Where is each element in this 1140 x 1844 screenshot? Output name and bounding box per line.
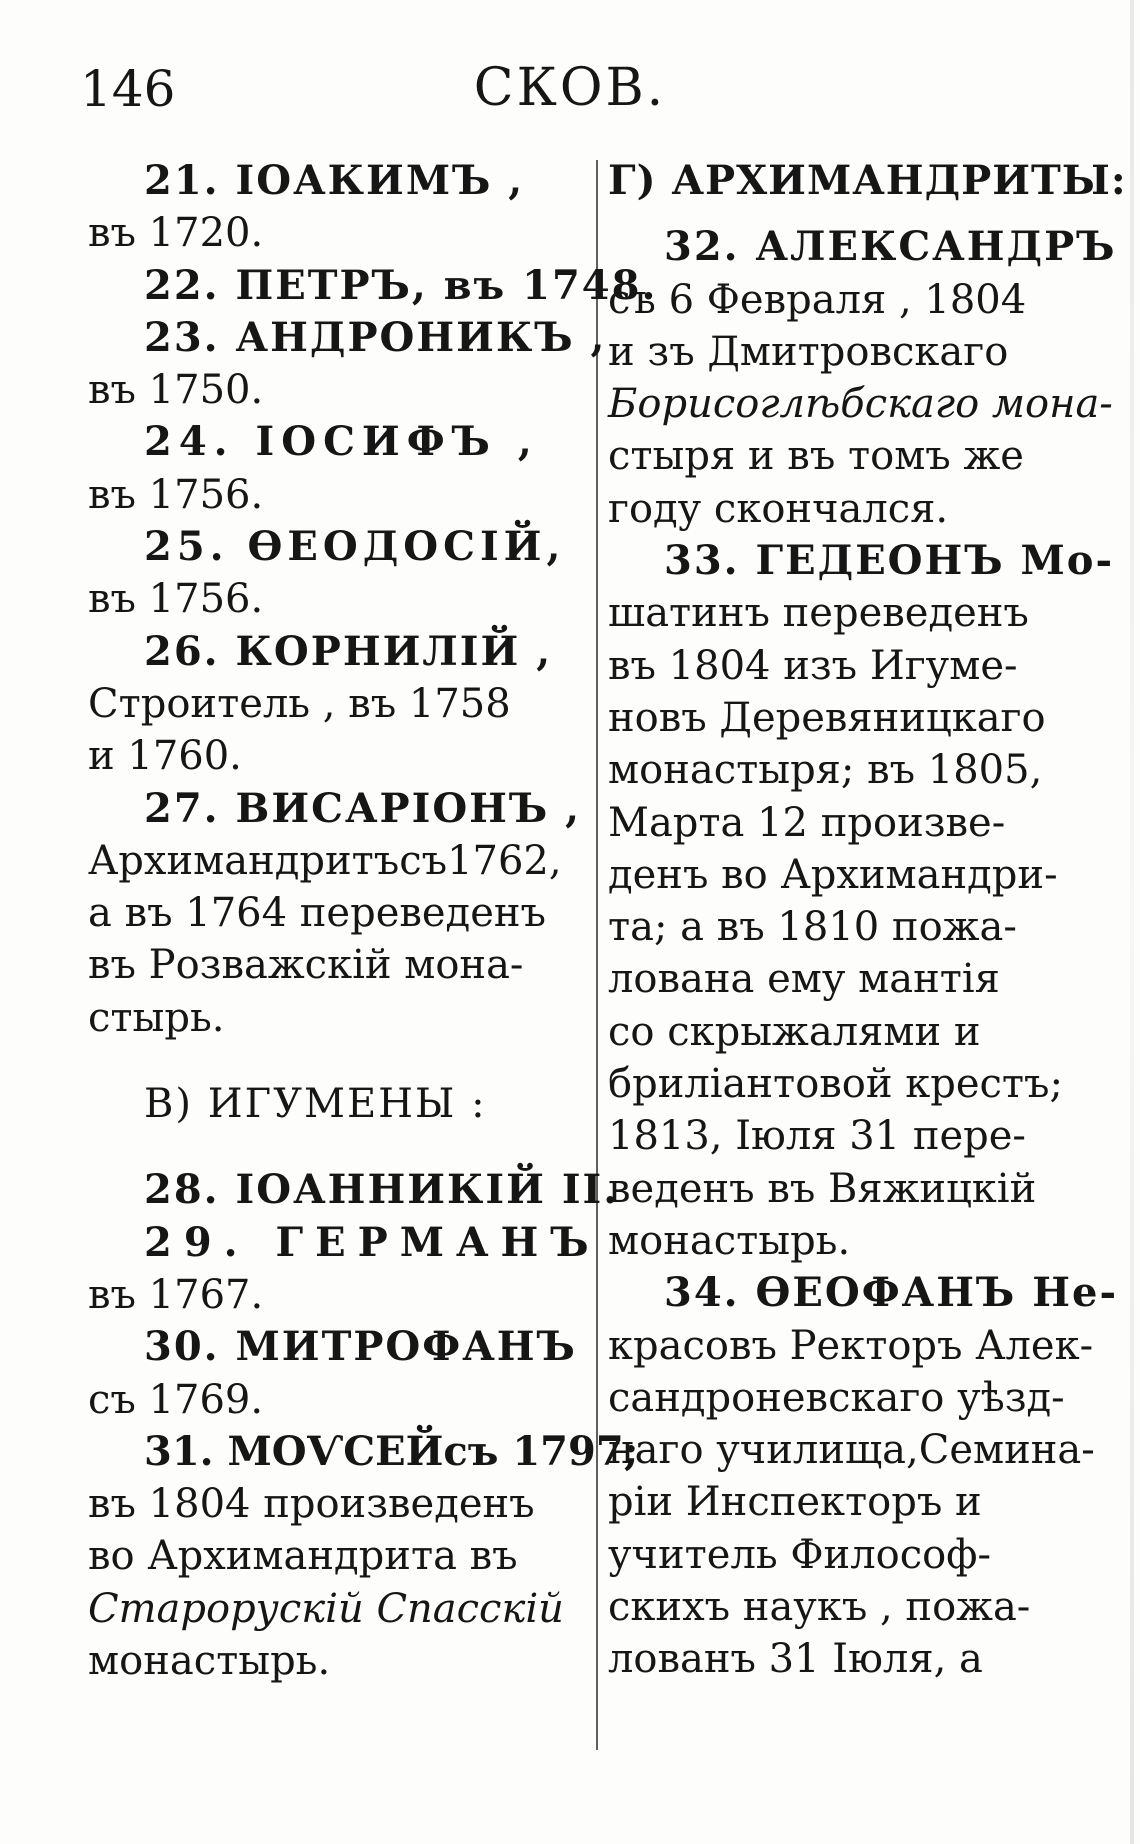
entry-33-text: въ 1804 изъ Игуме- xyxy=(608,642,1018,689)
entry-31-text: въ 1804 произведенъ xyxy=(88,1481,535,1528)
entry-33-heading: 33. ГЕДЕОНЪ Мо- xyxy=(664,537,1115,585)
entry-34-text: лованъ 31 Іюля, а xyxy=(608,1636,983,1683)
entry-33-text: Марта 12 произве- xyxy=(608,799,1006,846)
entry-21-heading: 21. ІОАКИМЪ , xyxy=(144,157,525,204)
entry-25-date: въ 1756. xyxy=(88,576,264,623)
entry-30-heading: 30. МИТРОФАНЪ xyxy=(144,1323,577,1371)
entry-27-text: Архимандритъсъ1762, xyxy=(88,837,562,884)
entry-34-text: наго училища,Семина- xyxy=(608,1427,1095,1474)
running-title: СКОВ. xyxy=(473,58,667,118)
entry-25-heading: 25. ѲЕОДОСІЙ, xyxy=(144,523,566,571)
entry-29-heading: 29. ГЕРМАНЪ xyxy=(144,1218,601,1266)
entry-33-text: со скрыжалями и xyxy=(608,1008,981,1055)
section-spacer xyxy=(88,1130,586,1164)
entry-24-heading: 24. ІОСИФЪ , xyxy=(144,418,539,466)
entry-32-text: и зъ Дмитровскаго xyxy=(608,328,1009,375)
entry-33-text: денъ во Архимандри- xyxy=(608,851,1058,898)
entry-27-text: а въ 1764 переведенъ xyxy=(88,890,546,937)
entry-33-text: монастыря; въ 1805, xyxy=(608,747,1043,794)
entry-33-text: та; а въ 1810 пожа- xyxy=(608,904,1017,951)
entry-34-text: красовъ Ректоръ Алек- xyxy=(608,1322,1094,1369)
entry-32-text: стыря и въ томъ же xyxy=(608,433,1024,480)
entry-34-text: сандроневскаго уѣзд- xyxy=(608,1374,1065,1421)
entry-21-date: въ 1720. xyxy=(88,210,264,257)
entry-33-text: веденъ въ Вяжицкій xyxy=(608,1165,1037,1212)
page-header xyxy=(0,52,1140,132)
entry-33-text: новъ Деревяницкаго xyxy=(608,694,1046,741)
entry-32-heading: 32. АЛЕКСАНДРЪ xyxy=(664,223,1117,271)
entry-26-text: и 1760. xyxy=(88,733,242,780)
entry-30-date: съ 1769. xyxy=(88,1376,264,1423)
entry-34-text: скихъ наукъ , пожа- xyxy=(608,1584,1031,1631)
entry-31-heading: 31. МОѴСЕЙсъ 1797; xyxy=(144,1427,639,1475)
entry-31-text: монастырь. xyxy=(88,1638,331,1685)
entry-32-text: году скончался. xyxy=(608,485,949,532)
entry-22-heading: 22. ПЕТРЪ, въ 1748. xyxy=(144,261,658,309)
entry-33-text: бриліантовой крестъ; xyxy=(608,1061,1063,1108)
entry-34-text: учитель Философ- xyxy=(608,1531,992,1578)
entry-27-heading: 27. ВИСАРІОНЪ , xyxy=(144,784,582,832)
entry-34-text: ріи Инспекторъ и xyxy=(608,1479,982,1526)
column-divider xyxy=(596,160,598,1750)
entry-33-text: монастырь. xyxy=(608,1217,851,1264)
section-heading-archimandrites: Г) АРХИМАНДРИТЫ: xyxy=(608,157,1127,204)
entry-26-heading: 26. КОРНИЛІЙ , xyxy=(144,627,553,675)
entry-23-date: въ 1750. xyxy=(88,367,264,414)
entry-32-text: съ 6 Февраля , 1804 xyxy=(608,276,1027,323)
entry-34-heading: 34. ѲЕОФАНЪ Не- xyxy=(664,1269,1119,1317)
left-column xyxy=(88,155,658,1687)
entry-33-text: шатинъ переведенъ xyxy=(608,590,1029,637)
page-number: 146 xyxy=(80,60,176,118)
section-spacer xyxy=(608,207,1100,221)
entry-24-date: въ 1756. xyxy=(88,471,264,518)
entry-31-text: Старорускій Спасскій xyxy=(88,1585,564,1632)
entry-23-heading: 23. АНДРОНИКЪ , xyxy=(144,313,607,361)
entry-27-text: въ Розважскій мона- xyxy=(88,942,524,989)
entry-33-text: 1813, Іюля 31 пере- xyxy=(608,1113,1026,1160)
entry-27-text: стырь. xyxy=(88,994,225,1041)
right-column xyxy=(608,155,1127,1686)
entry-33-text: лована ему мантія xyxy=(608,956,1000,1003)
entry-26-text: Строитель , въ 1758 xyxy=(88,680,511,727)
entry-32-text: Борисоглѣбскаго мона- xyxy=(608,381,1113,428)
section-heading-igumens: В) ИГУМЕНЫ : xyxy=(144,1081,487,1128)
entry-29-date: въ 1767. xyxy=(88,1271,264,1318)
section-spacer xyxy=(88,1044,586,1078)
page-edge-shadow xyxy=(1130,0,1134,1844)
entry-28-heading: 28. ІОАННИКІЙ II. xyxy=(144,1166,620,1214)
entry-31-text: во Архимандрита въ xyxy=(88,1533,518,1580)
